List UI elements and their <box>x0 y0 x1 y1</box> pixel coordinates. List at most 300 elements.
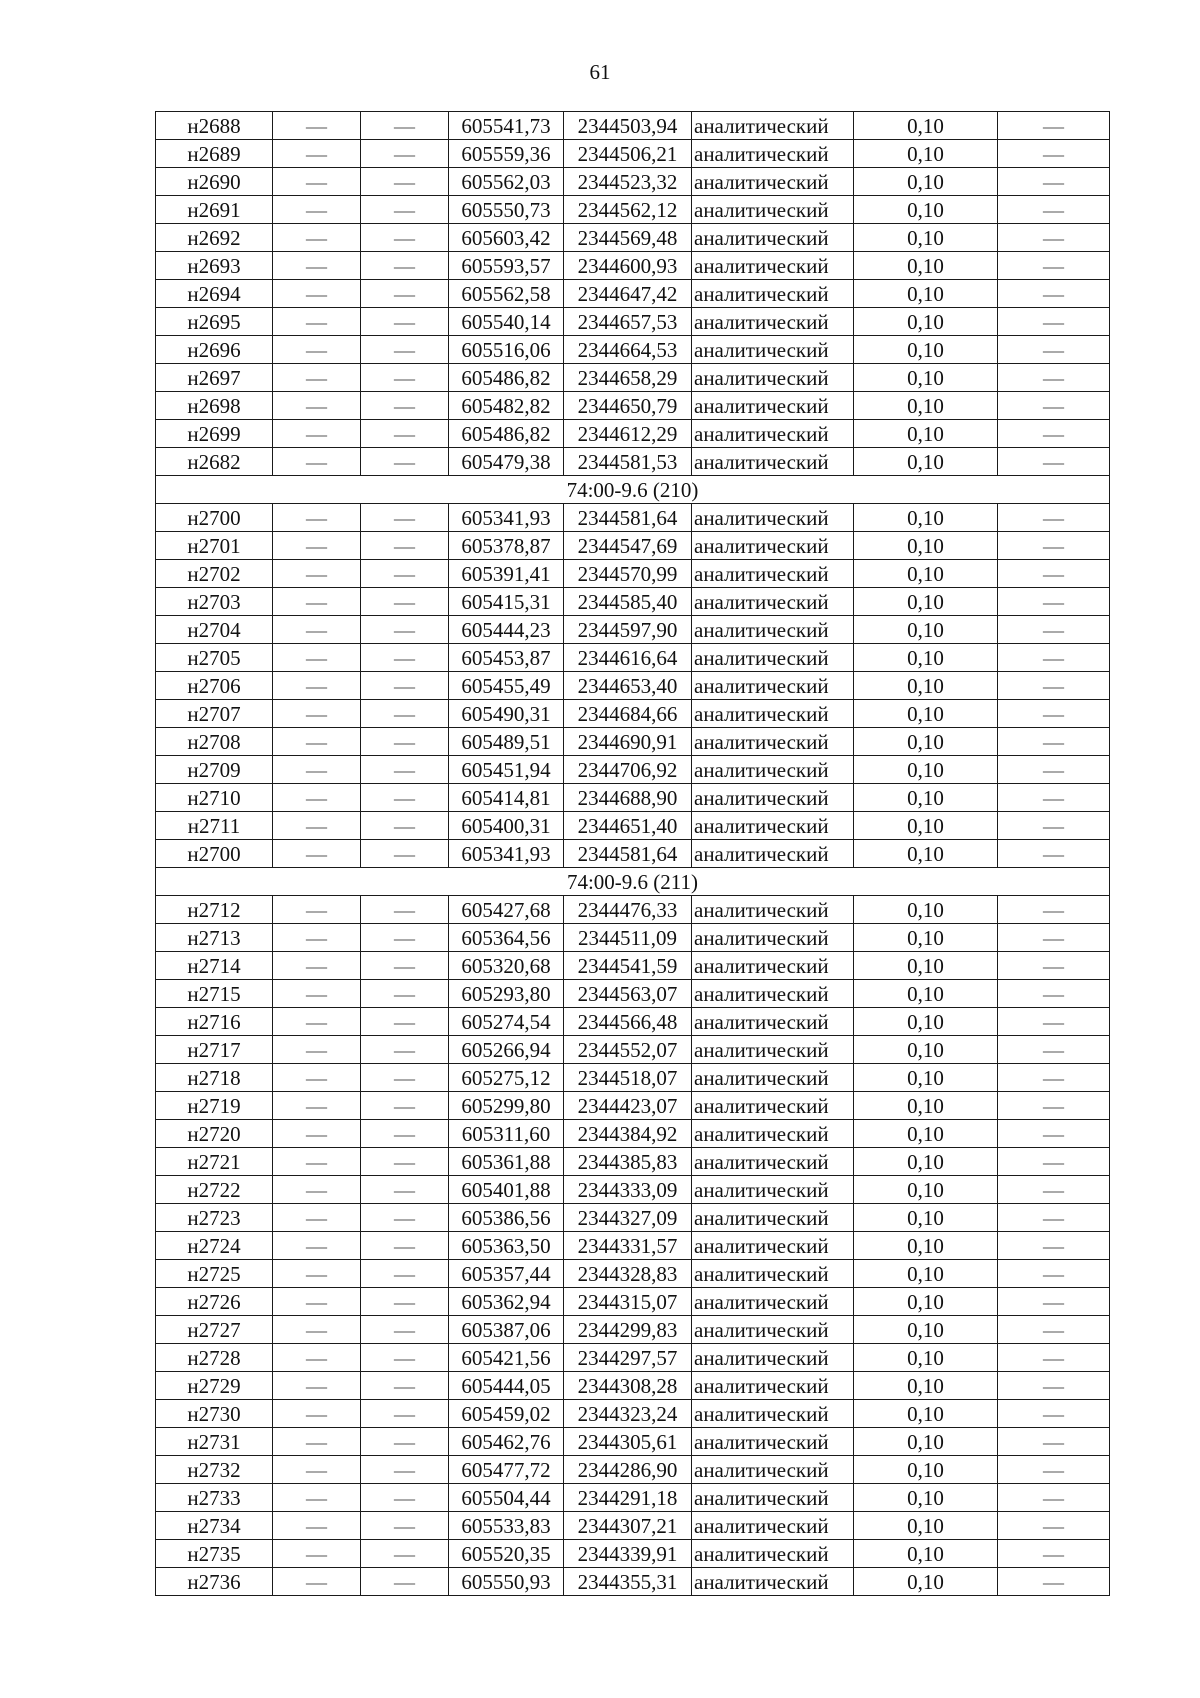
accuracy-cell: 0,10 <box>854 1092 998 1120</box>
description-cell: — <box>998 952 1110 980</box>
table-row <box>156 280 1110 308</box>
old-x-cell: — <box>273 1008 361 1036</box>
old-x-cell: — <box>273 252 361 280</box>
new-x-cell: 605559,36 <box>449 140 564 168</box>
table-row <box>156 532 1110 560</box>
point-name-cell: н2697 <box>156 364 273 392</box>
description-cell: — <box>998 644 1110 672</box>
new-x-cell: 605541,73 <box>449 112 564 140</box>
new-x-cell: 605490,31 <box>449 700 564 728</box>
old-y-cell: — <box>361 308 449 336</box>
old-x-cell: — <box>273 1120 361 1148</box>
description-cell: — <box>998 1064 1110 1092</box>
description-cell: — <box>998 700 1110 728</box>
method-cell: аналитический <box>692 896 854 924</box>
accuracy-cell: 0,10 <box>854 1204 998 1232</box>
table-row <box>156 672 1110 700</box>
new-x-cell: 605489,51 <box>449 728 564 756</box>
point-name-cell: н2730 <box>156 1400 273 1428</box>
method-cell: аналитический <box>692 168 854 196</box>
old-x-cell: — <box>273 112 361 140</box>
description-cell: — <box>998 196 1110 224</box>
old-x-cell: — <box>273 1372 361 1400</box>
new-y-cell: 2344299,83 <box>564 1316 692 1344</box>
new-x-cell: 605274,54 <box>449 1008 564 1036</box>
description-cell: — <box>998 728 1110 756</box>
point-name-cell: н2713 <box>156 924 273 952</box>
accuracy-cell: 0,10 <box>854 672 998 700</box>
table-row <box>156 364 1110 392</box>
coordinates-table <box>155 111 1110 1596</box>
point-name-cell: н2694 <box>156 280 273 308</box>
new-x-cell: 605486,82 <box>449 364 564 392</box>
table-row <box>156 812 1110 840</box>
new-y-cell: 2344647,42 <box>564 280 692 308</box>
page-number: 61 <box>589 60 611 84</box>
new-y-cell: 2344286,90 <box>564 1456 692 1484</box>
accuracy-cell: 0,10 <box>854 280 998 308</box>
point-name-cell: н2719 <box>156 1092 273 1120</box>
old-y-cell: — <box>361 1372 449 1400</box>
table-row <box>156 616 1110 644</box>
point-name-cell: н2692 <box>156 224 273 252</box>
old-y-cell: — <box>361 280 449 308</box>
old-y-cell: — <box>361 1008 449 1036</box>
new-y-cell: 2344333,09 <box>564 1176 692 1204</box>
accuracy-cell: 0,10 <box>854 308 998 336</box>
description-cell: — <box>998 1456 1110 1484</box>
description-cell: — <box>998 504 1110 532</box>
old-y-cell: — <box>361 1568 449 1596</box>
old-x-cell: — <box>273 1204 361 1232</box>
method-cell: аналитический <box>692 140 854 168</box>
new-x-cell: 605486,82 <box>449 420 564 448</box>
accuracy-cell: 0,10 <box>854 392 998 420</box>
new-y-cell: 2344566,48 <box>564 1008 692 1036</box>
new-y-cell: 2344315,07 <box>564 1288 692 1316</box>
new-x-cell: 605453,87 <box>449 644 564 672</box>
old-y-cell: — <box>361 196 449 224</box>
description-cell: — <box>998 812 1110 840</box>
point-name-cell: н2712 <box>156 896 273 924</box>
old-x-cell: — <box>273 420 361 448</box>
method-cell: аналитический <box>692 756 854 784</box>
table-row <box>156 588 1110 616</box>
description-cell: — <box>998 140 1110 168</box>
table-row <box>156 1176 1110 1204</box>
accuracy-cell: 0,10 <box>854 756 998 784</box>
method-cell: аналитический <box>692 196 854 224</box>
accuracy-cell: 0,10 <box>854 364 998 392</box>
accuracy-cell: 0,10 <box>854 1008 998 1036</box>
description-cell: — <box>998 448 1110 476</box>
old-x-cell: — <box>273 1316 361 1344</box>
accuracy-cell: 0,10 <box>854 224 998 252</box>
method-cell: аналитический <box>692 644 854 672</box>
point-name-cell: н2702 <box>156 560 273 588</box>
point-name-cell: н2711 <box>156 812 273 840</box>
description-cell: — <box>998 224 1110 252</box>
new-y-cell: 2344653,40 <box>564 672 692 700</box>
method-cell: аналитический <box>692 924 854 952</box>
description-cell: — <box>998 1344 1110 1372</box>
old-x-cell: — <box>273 392 361 420</box>
point-name-cell: н2726 <box>156 1288 273 1316</box>
point-name-cell: н2728 <box>156 1344 273 1372</box>
new-y-cell: 2344291,18 <box>564 1484 692 1512</box>
description-cell: — <box>998 364 1110 392</box>
new-x-cell: 605341,93 <box>449 840 564 868</box>
table-row <box>156 560 1110 588</box>
new-y-cell: 2344523,32 <box>564 168 692 196</box>
description-cell: — <box>998 1204 1110 1232</box>
new-x-cell: 605311,60 <box>449 1120 564 1148</box>
method-cell: аналитический <box>692 1512 854 1540</box>
new-y-cell: 2344541,59 <box>564 952 692 980</box>
accuracy-cell: 0,10 <box>854 1316 998 1344</box>
old-y-cell: — <box>361 1400 449 1428</box>
point-name-cell: н2690 <box>156 168 273 196</box>
old-y-cell: — <box>361 1120 449 1148</box>
new-x-cell: 605444,05 <box>449 1372 564 1400</box>
new-x-cell: 605299,80 <box>449 1092 564 1120</box>
accuracy-cell: 0,10 <box>854 1568 998 1596</box>
table-row <box>156 728 1110 756</box>
new-x-cell: 605540,14 <box>449 308 564 336</box>
method-cell: аналитический <box>692 952 854 980</box>
description-cell: — <box>998 672 1110 700</box>
new-x-cell: 605451,94 <box>449 756 564 784</box>
new-y-cell: 2344547,69 <box>564 532 692 560</box>
accuracy-cell: 0,10 <box>854 252 998 280</box>
point-name-cell: н2720 <box>156 1120 273 1148</box>
table-row <box>156 1568 1110 1596</box>
accuracy-cell: 0,10 <box>854 532 998 560</box>
old-y-cell: — <box>361 1316 449 1344</box>
point-name-cell: н2689 <box>156 140 273 168</box>
old-x-cell: — <box>273 364 361 392</box>
description-cell: — <box>998 420 1110 448</box>
new-y-cell: 2344581,53 <box>564 448 692 476</box>
accuracy-cell: 0,10 <box>854 504 998 532</box>
old-x-cell: — <box>273 784 361 812</box>
description-cell: — <box>998 1120 1110 1148</box>
old-y-cell: — <box>361 252 449 280</box>
description-cell: — <box>998 1092 1110 1120</box>
old-x-cell: — <box>273 588 361 616</box>
accuracy-cell: 0,10 <box>854 1372 998 1400</box>
old-y-cell: — <box>361 728 449 756</box>
new-x-cell: 605363,50 <box>449 1232 564 1260</box>
description-cell: — <box>998 280 1110 308</box>
new-x-cell: 605462,76 <box>449 1428 564 1456</box>
new-y-cell: 2344328,83 <box>564 1260 692 1288</box>
accuracy-cell: 0,10 <box>854 784 998 812</box>
point-name-cell: н2714 <box>156 952 273 980</box>
table-row <box>156 448 1110 476</box>
old-x-cell: — <box>273 1540 361 1568</box>
table-row <box>156 1064 1110 1092</box>
old-y-cell: — <box>361 840 449 868</box>
old-x-cell: — <box>273 168 361 196</box>
accuracy-cell: 0,10 <box>854 616 998 644</box>
point-name-cell: н2693 <box>156 252 273 280</box>
accuracy-cell: 0,10 <box>854 1456 998 1484</box>
table-row <box>156 1512 1110 1540</box>
method-cell: аналитический <box>692 728 854 756</box>
method-cell: аналитический <box>692 1400 854 1428</box>
method-cell: аналитический <box>692 1484 854 1512</box>
old-y-cell: — <box>361 1540 449 1568</box>
description-cell: — <box>998 532 1110 560</box>
method-cell: аналитический <box>692 1316 854 1344</box>
description-cell: — <box>998 336 1110 364</box>
new-y-cell: 2344651,40 <box>564 812 692 840</box>
method-cell: аналитический <box>692 812 854 840</box>
accuracy-cell: 0,10 <box>854 1120 998 1148</box>
point-name-cell: н2699 <box>156 420 273 448</box>
old-y-cell: — <box>361 560 449 588</box>
new-x-cell: 605387,06 <box>449 1316 564 1344</box>
old-x-cell: — <box>273 1036 361 1064</box>
description-cell: — <box>998 840 1110 868</box>
old-x-cell: — <box>273 1288 361 1316</box>
old-y-cell: — <box>361 1428 449 1456</box>
point-name-cell: н2705 <box>156 644 273 672</box>
table-row <box>156 224 1110 252</box>
table-row <box>156 168 1110 196</box>
old-y-cell: — <box>361 644 449 672</box>
point-name-cell: н2696 <box>156 336 273 364</box>
point-name-cell: н2691 <box>156 196 273 224</box>
new-x-cell: 605275,12 <box>449 1064 564 1092</box>
point-name-cell: н2725 <box>156 1260 273 1288</box>
old-x-cell: — <box>273 1428 361 1456</box>
old-x-cell: — <box>273 1400 361 1428</box>
table-row <box>156 756 1110 784</box>
new-x-cell: 605391,41 <box>449 560 564 588</box>
method-cell: аналитический <box>692 1540 854 1568</box>
accuracy-cell: 0,10 <box>854 924 998 952</box>
accuracy-cell: 0,10 <box>854 560 998 588</box>
point-name-cell: н2735 <box>156 1540 273 1568</box>
new-y-cell: 2344307,21 <box>564 1512 692 1540</box>
new-y-cell: 2344597,90 <box>564 616 692 644</box>
accuracy-cell: 0,10 <box>854 448 998 476</box>
old-x-cell: — <box>273 560 361 588</box>
new-y-cell: 2344581,64 <box>564 504 692 532</box>
old-y-cell: — <box>361 980 449 1008</box>
new-y-cell: 2344355,31 <box>564 1568 692 1596</box>
new-y-cell: 2344518,07 <box>564 1064 692 1092</box>
description-cell: — <box>998 252 1110 280</box>
old-x-cell: — <box>273 532 361 560</box>
description-cell: — <box>998 1008 1110 1036</box>
table-row <box>156 1428 1110 1456</box>
method-cell: аналитический <box>692 224 854 252</box>
point-name-cell: н2682 <box>156 448 273 476</box>
new-y-cell: 2344658,29 <box>564 364 692 392</box>
method-cell: аналитический <box>692 1372 854 1400</box>
new-y-cell: 2344339,91 <box>564 1540 692 1568</box>
method-cell: аналитический <box>692 980 854 1008</box>
table-row <box>156 336 1110 364</box>
old-y-cell: — <box>361 588 449 616</box>
old-y-cell: — <box>361 1512 449 1540</box>
method-cell: аналитический <box>692 672 854 700</box>
new-y-cell: 2344690,91 <box>564 728 692 756</box>
method-cell: аналитический <box>692 1120 854 1148</box>
new-x-cell: 605482,82 <box>449 392 564 420</box>
accuracy-cell: 0,10 <box>854 420 998 448</box>
section-label: 74:00-9.6 (211) <box>156 868 1110 896</box>
new-x-cell: 605293,80 <box>449 980 564 1008</box>
old-x-cell: — <box>273 1092 361 1120</box>
old-x-cell: — <box>273 1484 361 1512</box>
old-x-cell: — <box>273 812 361 840</box>
old-x-cell: — <box>273 1512 361 1540</box>
point-name-cell: н2707 <box>156 700 273 728</box>
point-name-cell: н2722 <box>156 1176 273 1204</box>
point-name-cell: н2701 <box>156 532 273 560</box>
method-cell: аналитический <box>692 700 854 728</box>
description-cell: — <box>998 1036 1110 1064</box>
table-row <box>156 504 1110 532</box>
old-x-cell: — <box>273 840 361 868</box>
description-cell: — <box>998 308 1110 336</box>
description-cell: — <box>998 980 1110 1008</box>
accuracy-cell: 0,10 <box>854 588 998 616</box>
old-y-cell: — <box>361 756 449 784</box>
new-x-cell: 605415,31 <box>449 588 564 616</box>
new-y-cell: 2344706,92 <box>564 756 692 784</box>
old-y-cell: — <box>361 1148 449 1176</box>
description-cell: — <box>998 1428 1110 1456</box>
method-cell: аналитический <box>692 112 854 140</box>
method-cell: аналитический <box>692 1008 854 1036</box>
section-header-row <box>156 868 1110 896</box>
point-name-cell: н2734 <box>156 1512 273 1540</box>
table-row <box>156 644 1110 672</box>
table-row <box>156 1092 1110 1120</box>
description-cell: — <box>998 1512 1110 1540</box>
accuracy-cell: 0,10 <box>854 1260 998 1288</box>
method-cell: аналитический <box>692 1176 854 1204</box>
description-cell: — <box>998 588 1110 616</box>
point-name-cell: н2700 <box>156 840 273 868</box>
new-y-cell: 2344585,40 <box>564 588 692 616</box>
description-cell: — <box>998 1288 1110 1316</box>
old-x-cell: — <box>273 980 361 1008</box>
old-x-cell: — <box>273 896 361 924</box>
method-cell: аналитический <box>692 364 854 392</box>
old-x-cell: — <box>273 1232 361 1260</box>
table-row <box>156 140 1110 168</box>
accuracy-cell: 0,10 <box>854 1344 998 1372</box>
new-y-cell: 2344562,12 <box>564 196 692 224</box>
new-y-cell: 2344327,09 <box>564 1204 692 1232</box>
new-x-cell: 605479,38 <box>449 448 564 476</box>
method-cell: аналитический <box>692 1064 854 1092</box>
description-cell: — <box>998 168 1110 196</box>
table-row <box>156 1400 1110 1428</box>
new-y-cell: 2344616,64 <box>564 644 692 672</box>
table-row <box>156 840 1110 868</box>
description-cell: — <box>998 1484 1110 1512</box>
old-x-cell: — <box>273 1456 361 1484</box>
new-y-cell: 2344650,79 <box>564 392 692 420</box>
old-y-cell: — <box>361 1456 449 1484</box>
accuracy-cell: 0,10 <box>854 336 998 364</box>
new-x-cell: 605533,83 <box>449 1512 564 1540</box>
new-y-cell: 2344384,92 <box>564 1120 692 1148</box>
table-row <box>156 1484 1110 1512</box>
new-x-cell: 605341,93 <box>449 504 564 532</box>
old-y-cell: — <box>361 504 449 532</box>
new-x-cell: 605357,44 <box>449 1260 564 1288</box>
accuracy-cell: 0,10 <box>854 1232 998 1260</box>
description-cell: — <box>998 560 1110 588</box>
description-cell: — <box>998 756 1110 784</box>
section-header-row <box>156 476 1110 504</box>
accuracy-cell: 0,10 <box>854 980 998 1008</box>
point-name-cell: н2731 <box>156 1428 273 1456</box>
method-cell: аналитический <box>692 560 854 588</box>
table-row <box>156 784 1110 812</box>
accuracy-cell: 0,10 <box>854 1400 998 1428</box>
old-x-cell: — <box>273 644 361 672</box>
new-y-cell: 2344688,90 <box>564 784 692 812</box>
old-x-cell: — <box>273 1148 361 1176</box>
point-name-cell: н2718 <box>156 1064 273 1092</box>
new-y-cell: 2344657,53 <box>564 308 692 336</box>
old-x-cell: — <box>273 728 361 756</box>
old-y-cell: — <box>361 1232 449 1260</box>
point-name-cell: н2732 <box>156 1456 273 1484</box>
point-name-cell: н2688 <box>156 112 273 140</box>
old-x-cell: — <box>273 448 361 476</box>
old-x-cell: — <box>273 140 361 168</box>
description-cell: — <box>998 112 1110 140</box>
old-y-cell: — <box>361 812 449 840</box>
old-y-cell: — <box>361 1176 449 1204</box>
old-y-cell: — <box>361 420 449 448</box>
old-y-cell: — <box>361 112 449 140</box>
point-name-cell: н2723 <box>156 1204 273 1232</box>
new-x-cell: 605504,44 <box>449 1484 564 1512</box>
new-y-cell: 2344664,53 <box>564 336 692 364</box>
old-x-cell: — <box>273 1260 361 1288</box>
old-y-cell: — <box>361 1260 449 1288</box>
accuracy-cell: 0,10 <box>854 840 998 868</box>
new-y-cell: 2344684,66 <box>564 700 692 728</box>
accuracy-cell: 0,10 <box>854 1064 998 1092</box>
method-cell: аналитический <box>692 1260 854 1288</box>
table-row <box>156 1372 1110 1400</box>
coordinates-table-body <box>156 112 1110 1596</box>
method-cell: аналитический <box>692 1148 854 1176</box>
table-row <box>156 1260 1110 1288</box>
new-x-cell: 605562,58 <box>449 280 564 308</box>
old-y-cell: — <box>361 952 449 980</box>
point-name-cell: н2704 <box>156 616 273 644</box>
description-cell: — <box>998 392 1110 420</box>
new-x-cell: 605401,88 <box>449 1176 564 1204</box>
new-x-cell: 605593,57 <box>449 252 564 280</box>
old-y-cell: — <box>361 140 449 168</box>
new-y-cell: 2344297,57 <box>564 1344 692 1372</box>
accuracy-cell: 0,10 <box>854 1288 998 1316</box>
